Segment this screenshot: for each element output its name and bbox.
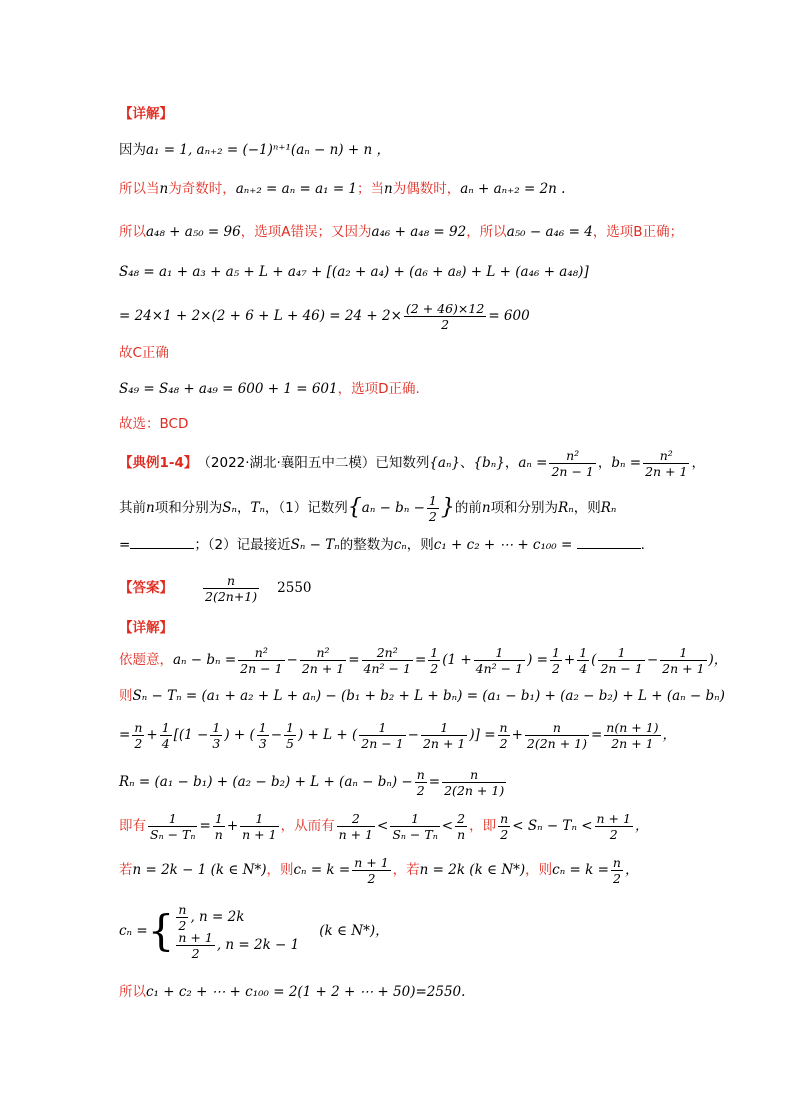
numerator: n <box>134 719 143 735</box>
condition: , n = 2k <box>190 909 245 925</box>
text: 即有 <box>119 818 146 834</box>
text: ，（1）记数列 <box>264 500 348 516</box>
operator: + <box>146 727 158 743</box>
math: n <box>384 181 393 197</box>
math: c₁ + c₂ + ⋯ + c₁₀₀ = 2(1 + 2 + ⋯ + 50)=2550. <box>146 984 466 1000</box>
derivation-line-7 <box>119 896 389 966</box>
fraction <box>257 720 269 751</box>
math: aₙ − bₙ − <box>361 500 425 516</box>
denominator: 2 <box>612 870 621 886</box>
operator: = <box>428 774 441 790</box>
text: ，若 <box>392 862 420 878</box>
fraction <box>525 720 589 751</box>
line-5 <box>119 298 530 334</box>
numerator: 1 <box>286 719 294 735</box>
brace-right: } <box>440 495 455 520</box>
fraction <box>549 448 595 479</box>
denominator: n <box>457 826 466 842</box>
operator: [(1 − <box>173 727 209 743</box>
numerator: n <box>442 767 506 783</box>
operator: )， <box>708 652 728 668</box>
denominator: n <box>214 826 223 842</box>
numerator: n² <box>643 448 689 464</box>
math: c₁ + c₂ + ⋯ + c₁₀₀ = <box>433 537 573 553</box>
text: （2022·湖北·襄阳五中二模）已知数列 <box>197 455 430 471</box>
denominator: 5 <box>286 735 294 751</box>
math: n <box>481 500 491 516</box>
operator: + <box>226 818 239 834</box>
text: 若 <box>119 862 133 878</box>
fraction <box>362 645 413 676</box>
math: a₄₈ + a₅₀ = 96 <box>146 224 241 240</box>
denominator: 2n + 1 <box>645 463 688 479</box>
operator: − <box>270 727 283 743</box>
text: ， <box>236 500 251 516</box>
fraction <box>498 720 510 751</box>
text: ，则 <box>266 862 294 878</box>
operator: + <box>563 652 576 668</box>
math: n = 2k − 1 (k ∈ N*) <box>132 862 267 878</box>
text: 依题意， <box>119 652 173 668</box>
numerator: 1 <box>598 645 644 661</box>
derivation-line-8 <box>119 982 465 1002</box>
operator: − <box>407 727 419 743</box>
math: Rₙ = (a₁ − b₁) + (a₂ − b₂) + L + (aₙ − bₙ) − <box>119 774 413 790</box>
fraction <box>577 645 589 676</box>
denominator: 4 <box>579 660 588 676</box>
numerator: n <box>499 719 508 735</box>
text: ，则 <box>406 537 434 553</box>
operator: ) + ( <box>224 727 255 743</box>
fraction <box>660 645 706 676</box>
operator: − <box>286 652 298 668</box>
text: 所以 <box>119 984 146 1000</box>
text: = <box>119 537 131 553</box>
text: ， <box>691 455 705 471</box>
operator: ， <box>662 727 677 743</box>
fraction <box>498 811 510 842</box>
denominator: 3 <box>258 735 267 751</box>
answer-blank-1[interactable] <box>130 548 194 549</box>
text: ，所以 <box>466 224 507 240</box>
numerator: n² <box>238 645 284 661</box>
denominator: 2(2n + 1) <box>444 782 505 798</box>
answer-value: 2550 <box>277 580 312 596</box>
derivation-line-3 <box>119 715 676 755</box>
line-8: 故选：BCD <box>119 416 189 432</box>
operator: ) + L + ( <box>297 727 358 743</box>
line-7 <box>119 379 420 399</box>
denominator: 4n² − 1 <box>475 660 524 676</box>
numerator: n <box>500 810 509 826</box>
text: ，选项B正确； <box>592 224 684 240</box>
denominator: 2n − 1 <box>551 463 594 479</box>
fraction <box>148 811 197 842</box>
operator: = <box>414 652 427 668</box>
text: 为奇数时， <box>168 181 236 197</box>
operator: < <box>441 818 454 834</box>
piecewise-cases <box>174 903 299 959</box>
text: 的整数为 <box>339 537 394 553</box>
text: ， <box>504 455 519 471</box>
denominator: Sₙ − Tₙ <box>392 826 438 842</box>
case-even <box>174 903 299 931</box>
math: n <box>146 500 155 516</box>
derivation-line-5 <box>119 806 648 846</box>
numerator: 2 <box>337 811 375 827</box>
denominator: 2n + 1 <box>611 735 654 751</box>
numerator: 1 <box>579 644 588 660</box>
operator: ， <box>634 818 649 834</box>
text: ，从而有 <box>280 818 335 834</box>
fraction <box>595 811 633 842</box>
fraction <box>442 767 506 798</box>
fraction <box>337 811 375 842</box>
text: 所以 <box>119 224 146 240</box>
denominator: 2(2n+1) <box>205 588 258 604</box>
example-line-3 <box>119 535 645 555</box>
numerator: 1 <box>258 719 267 735</box>
fraction <box>428 645 440 676</box>
text: 其前 <box>119 500 146 516</box>
math: (k ∈ N*) <box>319 923 376 939</box>
math: Sₙ − Tₙ = (a₁ + a₂ + L + aₙ) − (b₁ + b₂ + L + bₙ) = (a₁ − b₁) + (a₂ − b₂) + L + (aₙ − bₙ) <box>132 688 725 704</box>
numerator: n² <box>549 448 595 464</box>
math: = 600 <box>488 308 530 324</box>
operator: = <box>199 818 211 834</box>
fraction <box>455 811 467 842</box>
text: ，选项D正确. <box>337 381 420 397</box>
text: 项和分别为 <box>154 500 223 516</box>
numerator: n + 1 <box>596 810 631 826</box>
math: Rₙ <box>558 500 574 516</box>
derivation-line-6 <box>119 850 638 890</box>
math: a₅₀ − a₄₆ = 4 <box>506 224 593 240</box>
denominator: 2n + 1 <box>301 660 345 676</box>
denominator: 2 <box>367 870 376 886</box>
answer-line <box>119 568 312 608</box>
line-3 <box>119 222 683 242</box>
math: < Sₙ − Tₙ < <box>512 818 593 834</box>
math: Rₙ <box>600 500 617 516</box>
operator: ) = <box>527 652 548 668</box>
text: ；（2）记最接近 <box>194 537 291 553</box>
text: ，选项A错误；又因为 <box>240 224 372 240</box>
fraction <box>474 645 525 676</box>
denominator: 2 <box>551 660 560 676</box>
text: ， <box>597 455 612 471</box>
fraction <box>427 493 439 524</box>
denominator: 3 <box>212 735 221 751</box>
operator: ， <box>624 862 639 878</box>
denominator: 4n² − 1 <box>363 660 411 676</box>
fraction <box>284 720 296 751</box>
fraction <box>352 855 390 886</box>
answer-fraction <box>203 573 259 604</box>
operator: (1 + <box>442 652 472 668</box>
denominator: 2n + 1 <box>422 735 466 751</box>
numerator: 1 <box>421 720 467 736</box>
math: aₙ₊₂ = aₙ = a₁ = 1 <box>235 181 358 197</box>
math: cₙ = k = <box>552 862 609 878</box>
fraction <box>238 645 284 676</box>
numerator: n <box>178 901 187 917</box>
condition: , n = 2k − 1 <box>216 937 300 953</box>
numerator: n <box>416 766 425 782</box>
fraction <box>300 645 346 676</box>
math: aₙ + aₙ₊₂ = 2n . <box>460 181 566 197</box>
text: 的前 <box>454 500 482 516</box>
fraction <box>213 811 225 842</box>
math: Sₙ <box>222 500 237 516</box>
denominator: 2 <box>499 735 508 751</box>
denominator: 2 <box>609 826 618 842</box>
fraction <box>160 720 172 751</box>
math: cₙ <box>393 537 407 553</box>
math: n = 2k (k ∈ N*) <box>419 862 526 878</box>
denominator: 2 <box>134 735 143 751</box>
denominator: 2 <box>416 782 425 798</box>
numerator: 1 <box>430 644 439 660</box>
fraction <box>240 811 278 842</box>
math: = 24×1 + 2×(2 + 6 + L + 46) = 24 + 2× <box>119 308 402 324</box>
fraction <box>210 720 222 751</box>
answer-blank-2[interactable] <box>577 548 641 549</box>
text: ，即 <box>469 818 497 834</box>
line-6: 故C正确 <box>119 345 169 361</box>
text: ，则 <box>573 500 601 516</box>
fraction <box>359 720 405 751</box>
denominator: 2 <box>178 917 187 933</box>
derivation-line-2 <box>119 686 725 706</box>
math: {aₙ} <box>429 455 461 471</box>
denominator: 2 <box>441 316 450 332</box>
fraction <box>598 645 644 676</box>
example-line-1 <box>119 443 705 483</box>
denominator: 2(2n + 1) <box>526 735 587 751</box>
numerator: 1 <box>474 645 525 661</box>
fraction <box>176 930 214 961</box>
numerator: 2n² <box>362 645 413 661</box>
text: . <box>640 537 645 553</box>
numerator: n² <box>300 645 346 661</box>
fraction <box>550 645 562 676</box>
numerator: n(n + 1) <box>606 719 659 735</box>
text: 所以当 <box>119 181 160 197</box>
text: 则 <box>119 688 133 704</box>
denominator: 2n − 1 <box>361 735 404 751</box>
denominator: 4 <box>161 735 170 751</box>
numerator: n <box>612 854 621 870</box>
math: a₄₆ + a₄₈ = 92 <box>371 224 467 240</box>
example-label: 【典例1-4】 <box>119 455 198 471</box>
fraction <box>643 448 689 479</box>
operator: − <box>646 652 659 668</box>
fraction <box>404 301 486 332</box>
math: S₄₉ = S₄₈ + a₄₉ = 600 + 1 = 601 <box>119 381 338 397</box>
denominator: 2 <box>191 945 200 961</box>
math: Tₙ <box>250 500 265 516</box>
denominator: 2n + 1 <box>662 660 705 676</box>
derivation-line-1 <box>119 640 727 680</box>
numerator: 1 <box>240 811 278 827</box>
denominator: 2 <box>428 508 437 524</box>
piecewise-brace: { <box>147 906 175 955</box>
text: 因为 <box>119 142 146 158</box>
numerator: 1 <box>390 811 439 827</box>
numerator: 1 <box>551 644 560 660</box>
line-2 <box>119 179 565 199</box>
fraction <box>604 720 660 751</box>
numerator: (2 + 46)×12 <box>405 300 485 316</box>
denominator: 2 <box>500 826 509 842</box>
denominator: 2n − 1 <box>240 660 283 676</box>
section-heading-detail-2: 【详解】 <box>119 620 173 636</box>
text: 项和分别为 <box>490 500 559 516</box>
math: bₙ = <box>611 455 642 471</box>
numerator: n <box>203 573 259 589</box>
fraction <box>611 855 623 886</box>
denominator: n + 1 <box>338 826 374 842</box>
operator: < <box>377 818 389 834</box>
numerator: 1 <box>660 645 706 661</box>
denominator: n + 1 <box>242 826 277 842</box>
text: 、 <box>460 455 474 471</box>
fraction <box>415 767 427 798</box>
math: aₙ − bₙ = <box>173 652 237 668</box>
math: aₙ = <box>518 455 548 471</box>
numerator: 1 <box>213 811 225 827</box>
numerator: 1 <box>161 719 170 735</box>
operator: = <box>348 652 360 668</box>
math: cₙ = k = <box>293 862 351 878</box>
numerator: 1 <box>212 719 221 735</box>
numerator: n + 1 <box>178 929 213 945</box>
answer-label: 【答案】 <box>119 580 173 596</box>
operator: + <box>511 727 523 743</box>
numerator: 2 <box>455 811 467 827</box>
operator: ， <box>375 923 389 939</box>
line-1 <box>119 140 390 160</box>
text: 为偶数时， <box>392 181 461 197</box>
fraction <box>421 720 467 751</box>
fraction <box>132 720 144 751</box>
numerator: 1 <box>428 492 437 508</box>
math: a₁ = 1, aₙ₊₂ = (−1)ⁿ⁺¹(aₙ − n) + n ， <box>146 142 390 158</box>
text: ，则 <box>525 862 553 878</box>
denominator: 2n − 1 <box>600 660 643 676</box>
line-4: S₄₈ = a₁ + a₃ + a₅ + L + a₄₇ + [(a₂ + a₄) + (a₆ + a₈) + L + (a₄₆ + a₄₈)] <box>119 264 589 280</box>
brace-left: { <box>347 495 362 520</box>
operator: ( <box>591 652 597 668</box>
operator: )] = <box>469 727 496 743</box>
math: cₙ = <box>119 923 148 939</box>
operator: = <box>119 727 131 743</box>
numerator: 1 <box>359 720 405 736</box>
section-heading-detail-1: 【详解】 <box>119 106 173 122</box>
numerator: 1 <box>148 811 197 827</box>
denominator: 2 <box>430 660 439 676</box>
fraction <box>176 902 188 933</box>
fraction <box>390 811 439 842</box>
example-line-2 <box>119 488 616 528</box>
math: {bₙ} <box>473 455 505 471</box>
numerator: n + 1 <box>354 854 389 870</box>
operator: = <box>590 727 603 743</box>
case-odd <box>174 931 299 959</box>
math: Sₙ − Tₙ <box>290 537 340 553</box>
math: n <box>159 181 169 197</box>
numerator: n <box>525 720 589 736</box>
denominator: Sₙ − Tₙ <box>150 826 196 842</box>
text: ；当 <box>357 181 385 197</box>
derivation-line-4 <box>119 762 508 802</box>
